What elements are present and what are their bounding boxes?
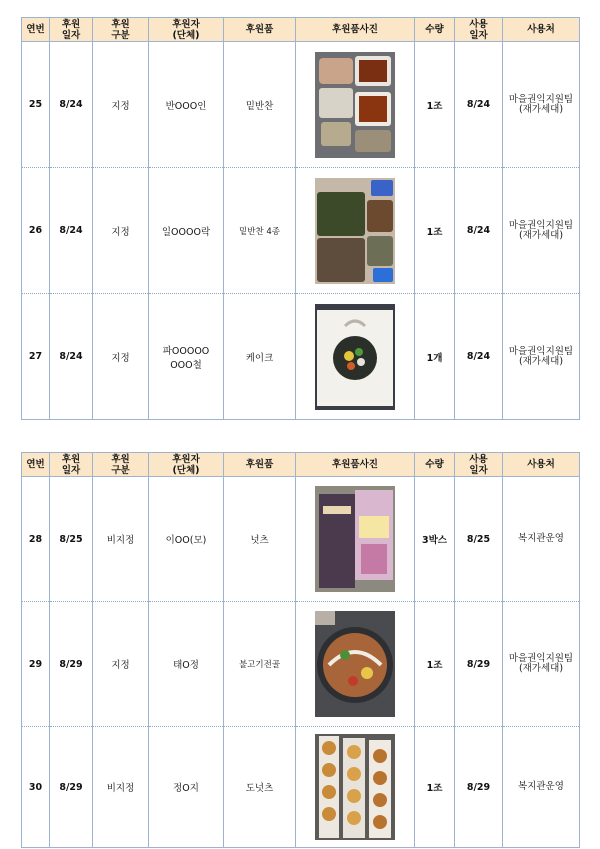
header-use-place: 사용처 — [503, 453, 580, 477]
cell-donor: 파OOOOO OOO철 — [149, 294, 224, 420]
header-item-photo: 후원품사진 — [296, 453, 415, 477]
cell-no: 27 — [22, 294, 50, 420]
cell-use-place: 복지관운영 — [503, 727, 580, 848]
cell-use-date: 8/24 — [455, 294, 503, 420]
cell-donor: 태O정 — [149, 602, 224, 727]
cell-item-photo — [296, 294, 415, 420]
donation-table-2 — [21, 452, 580, 848]
header-donation-date: 후원 일자 — [50, 18, 93, 42]
bulgogi-hotpot-photo — [315, 611, 395, 717]
header-quantity: 수량 — [415, 18, 455, 42]
cell-quantity: 1조 — [415, 168, 455, 294]
cell-no: 30 — [22, 727, 50, 848]
header-quantity: 수량 — [415, 453, 455, 477]
cell-donation-date: 8/24 — [50, 42, 93, 168]
cell-donation-date: 8/24 — [50, 168, 93, 294]
cell-item: 도넛츠 — [224, 727, 296, 848]
side-dishes-containers-photo — [315, 52, 395, 158]
header-no: 연번 — [22, 453, 50, 477]
header-donor: 후원자 (단체) — [149, 18, 224, 42]
cell-donation-type: 지정 — [93, 42, 149, 168]
cell-use-date: 8/24 — [455, 42, 503, 168]
cell-item: 넛츠 — [224, 477, 296, 602]
cell-donation-type: 비지정 — [93, 477, 149, 602]
header-donation-date: 후원 일자 — [50, 453, 93, 477]
donation-table-1 — [21, 17, 580, 420]
header-donation-type: 후원 구분 — [93, 18, 149, 42]
header-donor: 후원자 (단체) — [149, 453, 224, 477]
cell-item: 밑반찬 4종 — [224, 168, 296, 294]
table-row — [22, 727, 580, 848]
cell-quantity: 1개 — [415, 294, 455, 420]
cell-item-photo — [296, 168, 415, 294]
table-row — [22, 602, 580, 727]
cell-donation-type: 지정 — [93, 168, 149, 294]
cell-donor: 일OOOO락 — [149, 168, 224, 294]
cell-donor: 이OO(모) — [149, 477, 224, 602]
cell-donor: 반OOO인 — [149, 42, 224, 168]
cell-use-place: 복지관운영 — [503, 477, 580, 602]
cell-donation-type: 지정 — [93, 294, 149, 420]
four-side-dishes-tray-photo — [315, 178, 395, 284]
cell-use-place: 마을권익지원팀 (재가세대) — [503, 602, 580, 727]
cell-use-place: 마을권익지원팀 (재가세대) — [503, 168, 580, 294]
cell-item-photo — [296, 727, 415, 848]
cell-item-photo — [296, 602, 415, 727]
cell-donor: 정O지 — [149, 727, 224, 848]
header-item: 후원품 — [224, 453, 296, 477]
cell-no: 25 — [22, 42, 50, 168]
cell-donation-type: 비지정 — [93, 727, 149, 848]
cell-donation-date: 8/29 — [50, 727, 93, 848]
cell-use-place: 마을권익지원팀 (재가세대) — [503, 294, 580, 420]
cell-item: 케이크 — [224, 294, 296, 420]
cell-donation-type: 지정 — [93, 602, 149, 727]
cell-item: 밑반찬 — [224, 42, 296, 168]
table-row — [22, 42, 580, 168]
header-use-date: 사용 일자 — [455, 18, 503, 42]
table-row — [22, 168, 580, 294]
donuts-box-photo — [315, 734, 395, 840]
table-header-row — [22, 453, 580, 477]
header-use-date: 사용 일자 — [455, 453, 503, 477]
header-use-place: 사용처 — [503, 18, 580, 42]
header-item: 후원품 — [224, 18, 296, 42]
cell-quantity: 1조 — [415, 602, 455, 727]
nuts-gift-box-photo — [315, 486, 395, 592]
cell-donation-date: 8/24 — [50, 294, 93, 420]
cell-no: 28 — [22, 477, 50, 602]
cell-donation-date: 8/25 — [50, 477, 93, 602]
cell-quantity: 3박스 — [415, 477, 455, 602]
header-no: 연번 — [22, 18, 50, 42]
cell-use-date: 8/25 — [455, 477, 503, 602]
cell-item: 불고기전골 — [224, 602, 296, 727]
cake-box-photo — [315, 304, 395, 410]
header-item-photo: 후원품사진 — [296, 18, 415, 42]
header-donation-type: 후원 구분 — [93, 453, 149, 477]
cell-use-date: 8/29 — [455, 602, 503, 727]
cell-use-date: 8/24 — [455, 168, 503, 294]
table-header-row — [22, 18, 580, 42]
cell-no: 26 — [22, 168, 50, 294]
cell-donation-date: 8/29 — [50, 602, 93, 727]
cell-item-photo — [296, 42, 415, 168]
cell-use-place: 마을권익지원팀 (재가세대) — [503, 42, 580, 168]
cell-item-photo — [296, 477, 415, 602]
cell-quantity: 1조 — [415, 42, 455, 168]
table-row — [22, 477, 580, 602]
table-row — [22, 294, 580, 420]
cell-no: 29 — [22, 602, 50, 727]
cell-use-date: 8/29 — [455, 727, 503, 848]
cell-quantity: 1조 — [415, 727, 455, 848]
